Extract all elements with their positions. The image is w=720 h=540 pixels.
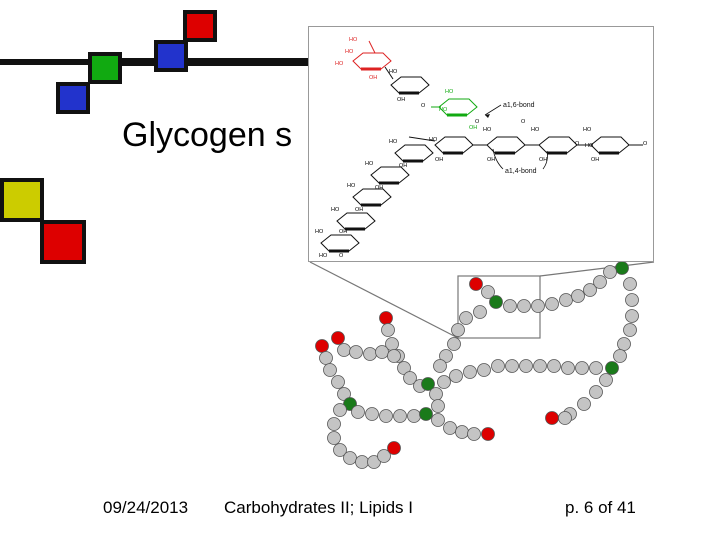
glucose-bead (456, 426, 469, 439)
terminal-bead (316, 340, 329, 353)
svg-text:OH: OH (355, 207, 364, 213)
glycogen-structure-svg (309, 27, 655, 263)
svg-text:HO: HO (483, 127, 492, 133)
glucose-bead (460, 312, 473, 325)
svg-text:HO: HO (583, 127, 592, 133)
svg-text:O: O (521, 119, 526, 125)
glucose-bead (532, 300, 545, 313)
svg-text:HO: HO (319, 253, 328, 259)
glucose-bead (434, 360, 447, 373)
branch-point-bead (616, 262, 629, 275)
slide-title: Glycogen s (122, 116, 293, 154)
svg-text:OH: OH (487, 157, 496, 163)
glucose-bead (562, 362, 575, 375)
svg-text:O: O (643, 141, 648, 147)
glucose-bead (624, 278, 637, 291)
glucose-bead (506, 360, 519, 373)
terminal-bead (380, 312, 393, 325)
lower-branch (315, 137, 435, 259)
footer-date: 09/24/2013 (103, 498, 189, 517)
glucose-bead (518, 300, 531, 313)
terminal-glucose-red (335, 37, 391, 81)
svg-text:HO: HO (531, 127, 540, 133)
molecular-structure-inset (308, 26, 654, 262)
glucose-bead (626, 310, 639, 323)
glucose-bead (334, 404, 347, 417)
branch-glucose-green (431, 89, 477, 131)
svg-text:OH: OH (435, 157, 444, 163)
branch-point-bead (490, 296, 503, 309)
glucose-bead (364, 348, 377, 361)
svg-text:HO: HO (365, 161, 374, 167)
glucose-bead (534, 360, 547, 373)
glucose-bead (430, 388, 443, 401)
glucose-bead (626, 294, 639, 307)
glucose-bead (320, 352, 333, 365)
svg-text:OH: OH (591, 157, 600, 163)
glucose-bead (594, 276, 607, 289)
glucose-bead (474, 306, 487, 319)
svg-text:OH: OH (339, 229, 348, 235)
svg-text:O: O (475, 119, 480, 125)
glucose-bead (600, 374, 613, 387)
upper-branch (385, 67, 429, 109)
glucose-bead (614, 350, 627, 363)
glucose-bead (328, 418, 341, 431)
svg-text:OH: OH (369, 75, 378, 81)
svg-text:HO: HO (439, 107, 448, 113)
glucose-bead (380, 410, 393, 423)
branch-point-bead (420, 408, 433, 421)
glucose-bead (338, 344, 351, 357)
glucose-bead (578, 398, 591, 411)
glucose-bead (618, 338, 631, 351)
glucose-bead (624, 324, 637, 337)
glucose-bead (324, 364, 337, 377)
footer-page-number: p. 6 of 41 (565, 498, 636, 517)
glucose-bead (352, 406, 365, 419)
terminal-bead (546, 412, 559, 425)
svg-text:OH: OH (469, 125, 478, 131)
glucose-bead (560, 294, 573, 307)
svg-text:HO: HO (349, 37, 358, 43)
glucose-bead (604, 266, 617, 279)
glucose-bead (376, 346, 389, 359)
glucose-bead (468, 428, 481, 441)
svg-text:HO: HO (315, 229, 324, 235)
terminal-bead (332, 332, 345, 345)
glucose-bead (332, 376, 345, 389)
svg-text:HO: HO (331, 207, 340, 213)
glucose-bead (388, 350, 401, 363)
terminal-bead (470, 278, 483, 291)
svg-text:HO: HO (345, 49, 354, 55)
svg-text:HO: HO (429, 137, 438, 143)
svg-text:O: O (421, 103, 426, 109)
svg-text:HO: HO (389, 139, 398, 145)
glucose-bead (394, 410, 407, 423)
glucose-bead (464, 366, 477, 379)
svg-text:HO: HO (347, 183, 356, 189)
svg-text:HO: HO (445, 89, 454, 95)
glucose-bead (478, 364, 491, 377)
glucose-bead (382, 324, 395, 337)
svg-text:O: O (339, 253, 344, 259)
a14-bond-label: a1,4-bond (505, 168, 537, 175)
glucose-bead (590, 386, 603, 399)
glucose-bead (452, 324, 465, 337)
branch-point-bead (606, 362, 619, 375)
svg-text:HO: HO (389, 69, 398, 75)
glucose-bead (438, 376, 451, 389)
glucose-bead (546, 298, 559, 311)
glucose-bead (520, 360, 533, 373)
glucose-bead (328, 432, 341, 445)
terminal-bead (388, 442, 401, 455)
zoom-lines (310, 262, 654, 338)
glucose-bead (572, 290, 585, 303)
svg-text:O: O (575, 141, 580, 147)
glucose-bead (356, 456, 369, 469)
svg-text:OH: OH (399, 163, 408, 169)
svg-text:HO: HO (335, 61, 344, 67)
glucose-bead (590, 362, 603, 375)
svg-text:OH: OH (397, 97, 406, 103)
glucose-bead (504, 300, 517, 313)
glucose-bead (408, 410, 421, 423)
glucose-bead (350, 346, 363, 359)
glucose-bead (344, 452, 357, 465)
footer-course-title: Carbohydrates II; Lipids I (224, 498, 413, 517)
main-chain (429, 119, 648, 163)
glucose-bead (366, 408, 379, 421)
glucose-bead (450, 370, 463, 383)
svg-text:OH: OH (375, 185, 384, 191)
glucose-bead (559, 412, 572, 425)
glucose-bead (432, 414, 445, 427)
svg-text:HO: HO (585, 143, 594, 149)
glucose-beads (316, 232, 639, 469)
glucose-bead (432, 400, 445, 413)
glucose-bead (548, 360, 561, 373)
glucose-bead (444, 422, 457, 435)
svg-text:OH: OH (539, 157, 548, 163)
glucose-bead (576, 362, 589, 375)
glucose-bead (492, 360, 505, 373)
terminal-bead (482, 428, 495, 441)
glucose-bead (448, 338, 461, 351)
a16-bond-label: a1,6-bond (503, 102, 535, 109)
